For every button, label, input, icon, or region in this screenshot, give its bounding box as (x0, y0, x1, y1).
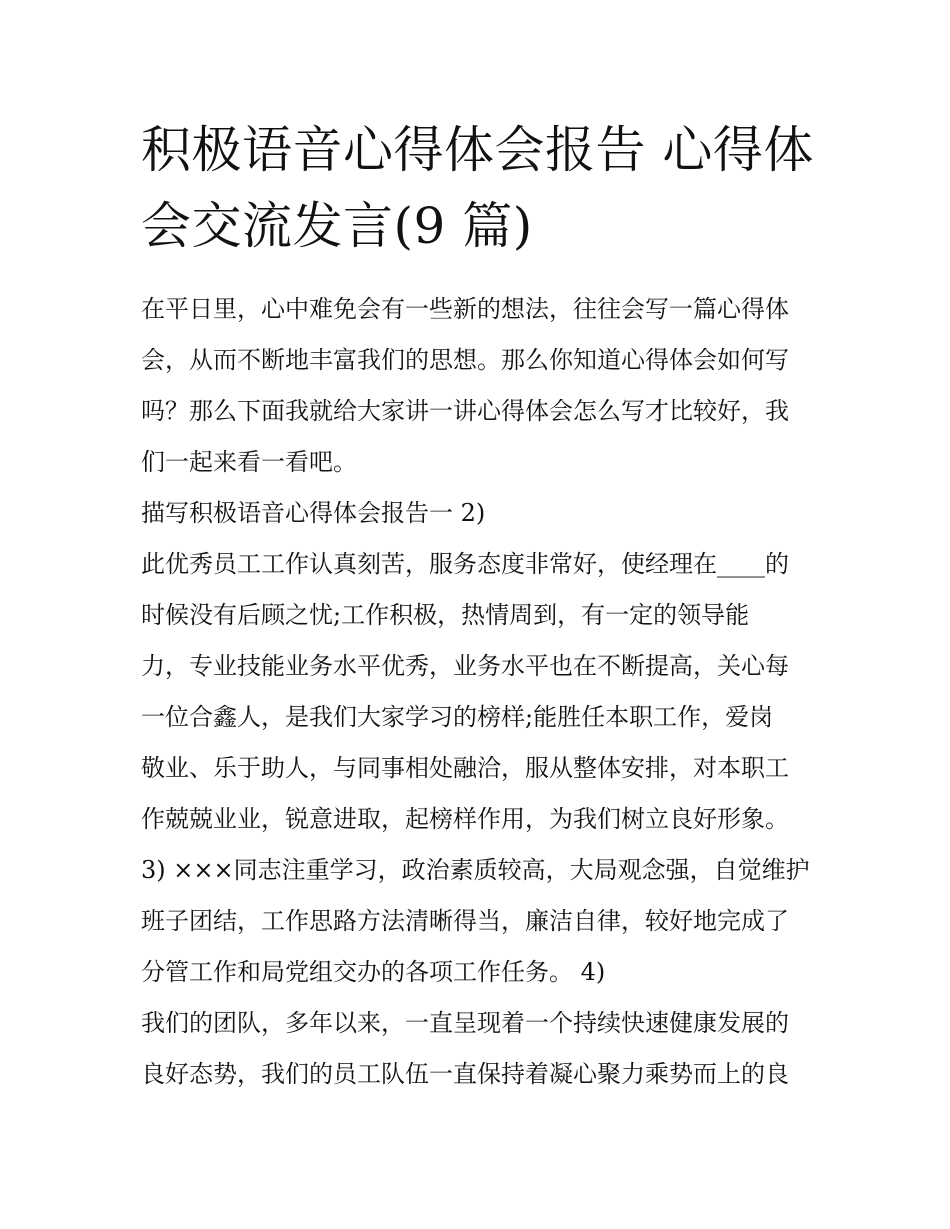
body-line: 我们的团队，多年以来，一直呈现着一个持续快速健康发展的 (141, 1009, 789, 1037)
document-page (141, 112, 813, 1100)
body-line: 力，专业技能业务水平优秀，业务水平也在不断提高，关心每 (141, 652, 789, 680)
body-line: 作兢兢业业，锐意进取，起榜样作用，为我们树立良好形象。 (141, 805, 789, 833)
body-line: 时候没有后顾之忧;工作积极，热情周到，有一定的领导能 (141, 601, 750, 629)
intro-line: 在平日里，心中难免会有一些新的想法，往往会写一篇心得体 (141, 295, 789, 323)
title-line-1: 积极语音心得体会报告 心得体 (141, 121, 814, 179)
body-line: 班子团结，工作思路方法清晰得当，廉洁自律，较好地完成了 (141, 907, 789, 935)
body-paragraph (141, 539, 813, 1100)
document-title (141, 112, 813, 264)
body-line: 良好态势，我们的员工队伍一直保持着凝心聚力乘势而上的良 (141, 1060, 789, 1088)
body-line: 敬业、乐于助人，与同事相处融洽，服从整体安排，对本职工 (141, 754, 789, 782)
body-line: 一位合鑫人，是我们大家学习的榜样;能胜任本职工作，爱岗 (141, 703, 774, 731)
intro-paragraph (141, 284, 813, 488)
title-line-2: 会交流发言(9 篇) (141, 197, 533, 255)
intro-line: 们一起来看一看吧。 (141, 448, 357, 476)
section-heading-text: 描写积极语音心得体会报告一 2) (141, 499, 486, 527)
intro-line: 吗？那么下面我就给大家讲一讲心得体会怎么写才比较好，我 (141, 397, 789, 425)
section-heading (141, 488, 813, 539)
body-line: 3) ×××同志注重学习，政治素质较高，大局观念强，自觉维护 (141, 856, 810, 884)
body-line: 此优秀员工工作认真刻苦，服务态度非常好，使经理在____的 (141, 550, 789, 578)
intro-line: 会，从而不断地丰富我们的思想。那么你知道心得体会如何写 (141, 346, 789, 374)
body-line: 分管工作和局党组交办的各项工作任务。 4) (141, 958, 606, 986)
